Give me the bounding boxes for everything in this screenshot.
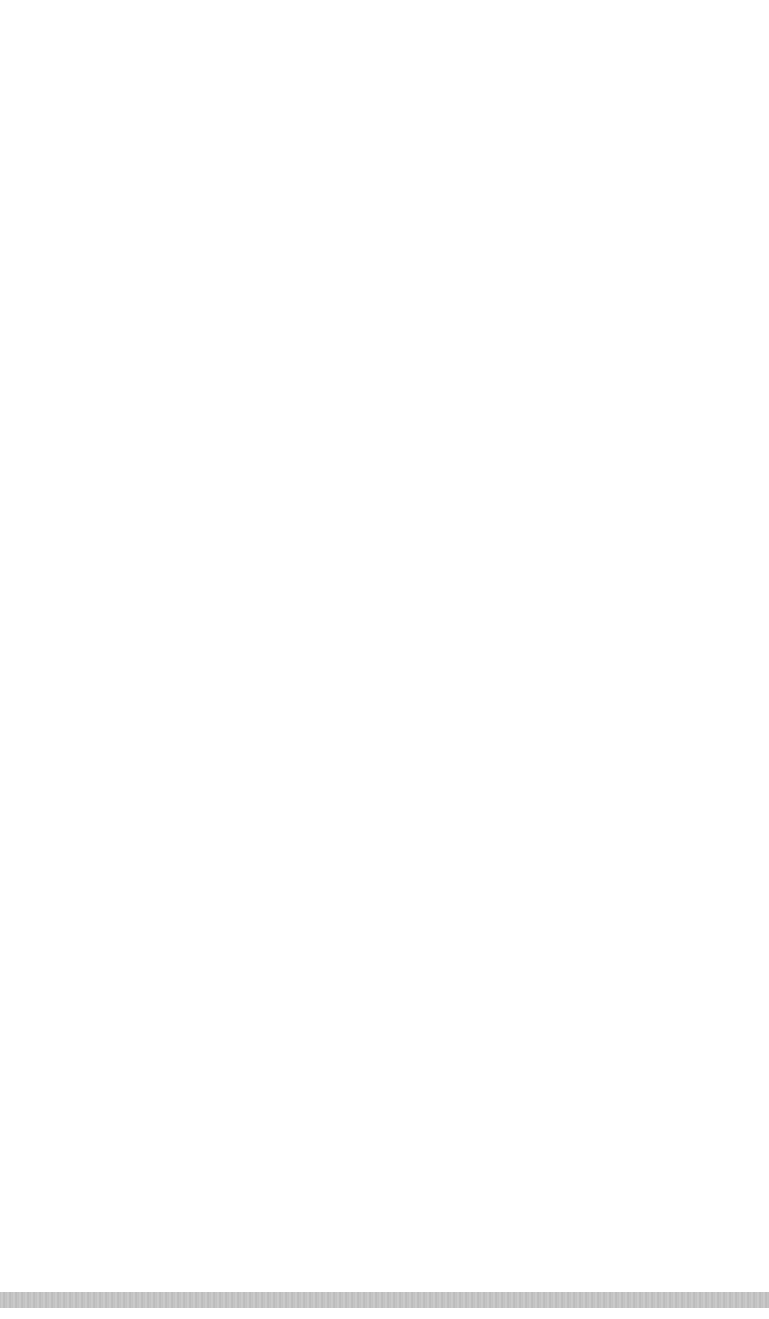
- bottom-decorative-bar: [0, 1292, 769, 1308]
